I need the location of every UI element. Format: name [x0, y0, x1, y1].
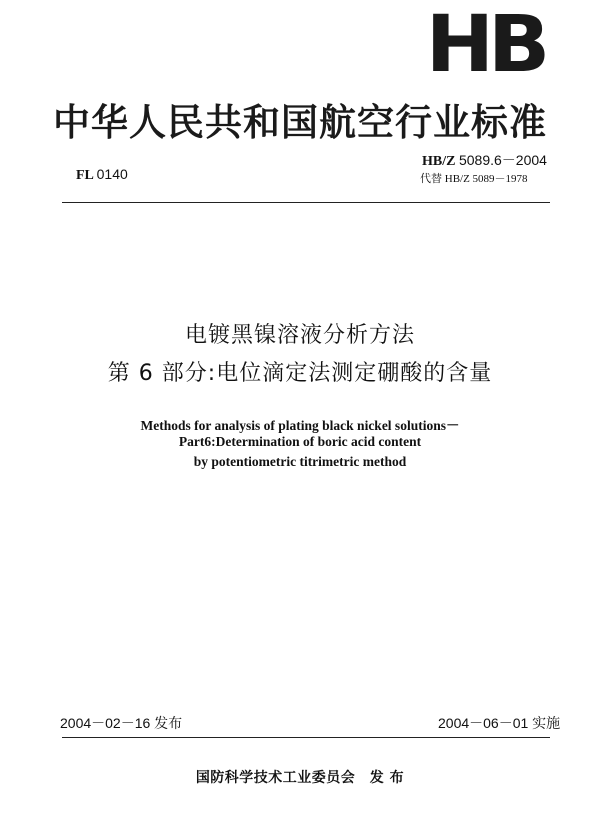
issue-date: 2004－02－16 发布 — [60, 715, 183, 731]
classification-code — [76, 166, 128, 184]
title-en-line2: Part6:Determination of boric acid content — [178, 434, 422, 449]
implementation-date: 2004－06－01 实施 — [438, 715, 561, 731]
standard-prefix: HB/Z — [422, 154, 456, 169]
title-zh-line2: 第 6 部分:电位滴定法测定硼酸的含量 — [107, 361, 493, 386]
standard-code: 5089.6－2004 — [458, 152, 547, 168]
bottom-divider — [62, 737, 550, 738]
hb-logo: HB — [425, 0, 544, 90]
issuing-authority: 国防科学技术工业委员会 发 布 — [195, 770, 405, 786]
title-en-line3: by potentiometric titrimetric method — [193, 454, 407, 469]
fl-label: FL — [76, 168, 94, 183]
title-en-line1: Methods for analysis of plating black nickel solutions－ — [140, 418, 460, 433]
top-divider — [62, 202, 550, 203]
standard-number — [422, 150, 547, 170]
organization-title: 中华人民共和国航空行业标准 — [53, 101, 547, 144]
title-zh-line1: 电镀黑镍溶液分析方法 — [184, 323, 415, 348]
fl-code: 0140 — [96, 166, 128, 182]
replaces-standard: 代替 HB/Z 5089－1978 — [420, 173, 528, 185]
